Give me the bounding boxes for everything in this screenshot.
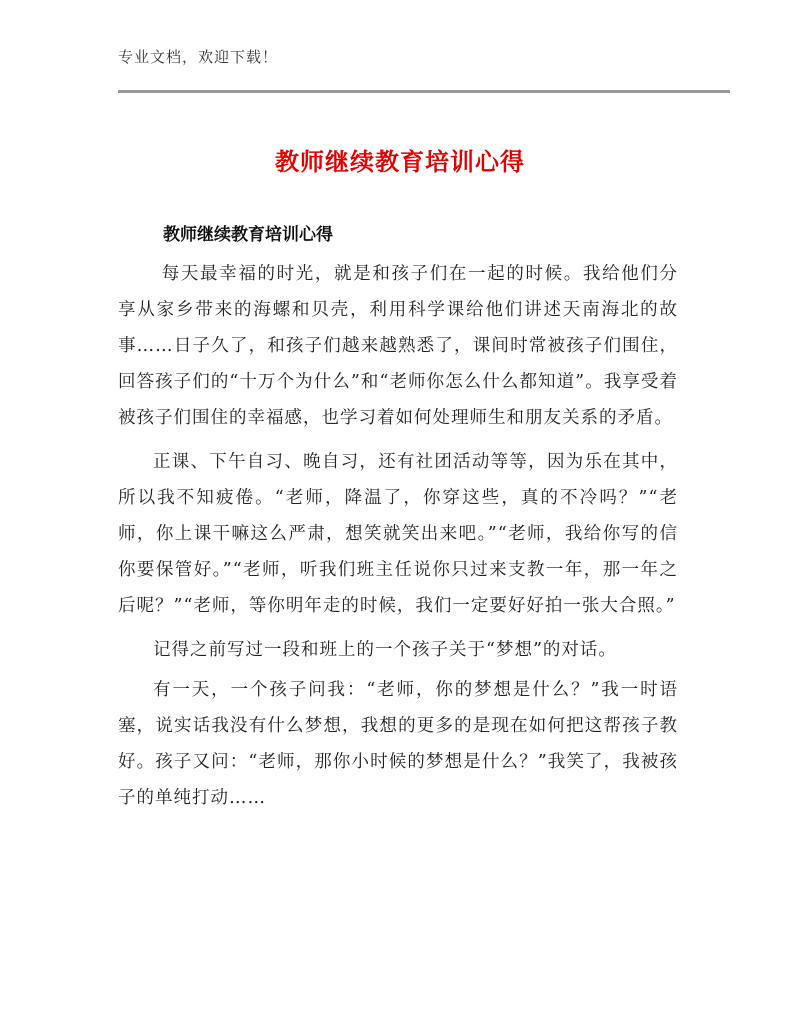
document-subtitle: 教师继续教育培训心得 [163,225,333,245]
paragraph-3: 记得之前写过一段和班上的一个孩子关于“梦想”的对话。 [153,640,617,660]
header-text: 专业文档，欢迎下载！ [118,48,279,66]
document-body [118,256,678,816]
paragraph-4: 有一天，一个孩子问我：“老师，你的梦想是什么？”我一时语塞，说实话我没有什么梦想，我想的更多的是现在如何把这帮孩子教好。孩子又问：“老师，那你小时候的梦想是什么？”我笑了，我被孩子的单纯打动…… [118,680,678,808]
paragraph-2: 正课、下午自习、晚自习，还有社团活动等等，因为乐在其中，所以我不知疲倦。“老师，降温了，你穿这些，真的不冷吗？”“老师，你上课干嘛这么严肃，想笑就笑出来吧。”“老师，我给你写的信你要保管好。”“老师，听我们班主任说你只过来支教一年，那一年之后呢？”“老师，等你明年走的时候，我们一定要好好拍一张大合照。” [118,452,678,616]
paragraph-1: 每天最幸福的时光，就是和孩子们在一起的时候。我给他们分享从家乡带来的海螺和贝壳，利用科学课给他们讲述天南海北的故事……日子久了，和孩子们越来越熟悉了，课间时常被孩子们围住，回答孩子们的“十万个为什么”和“老师你怎么什么都知道”。我享受着被孩子们围住的幸福感，也学习着如何处理师生和朋友关系的矛盾。 [118,264,678,428]
header-divider [118,90,730,93]
document-title: 教师继续教育培训心得 [275,148,525,176]
